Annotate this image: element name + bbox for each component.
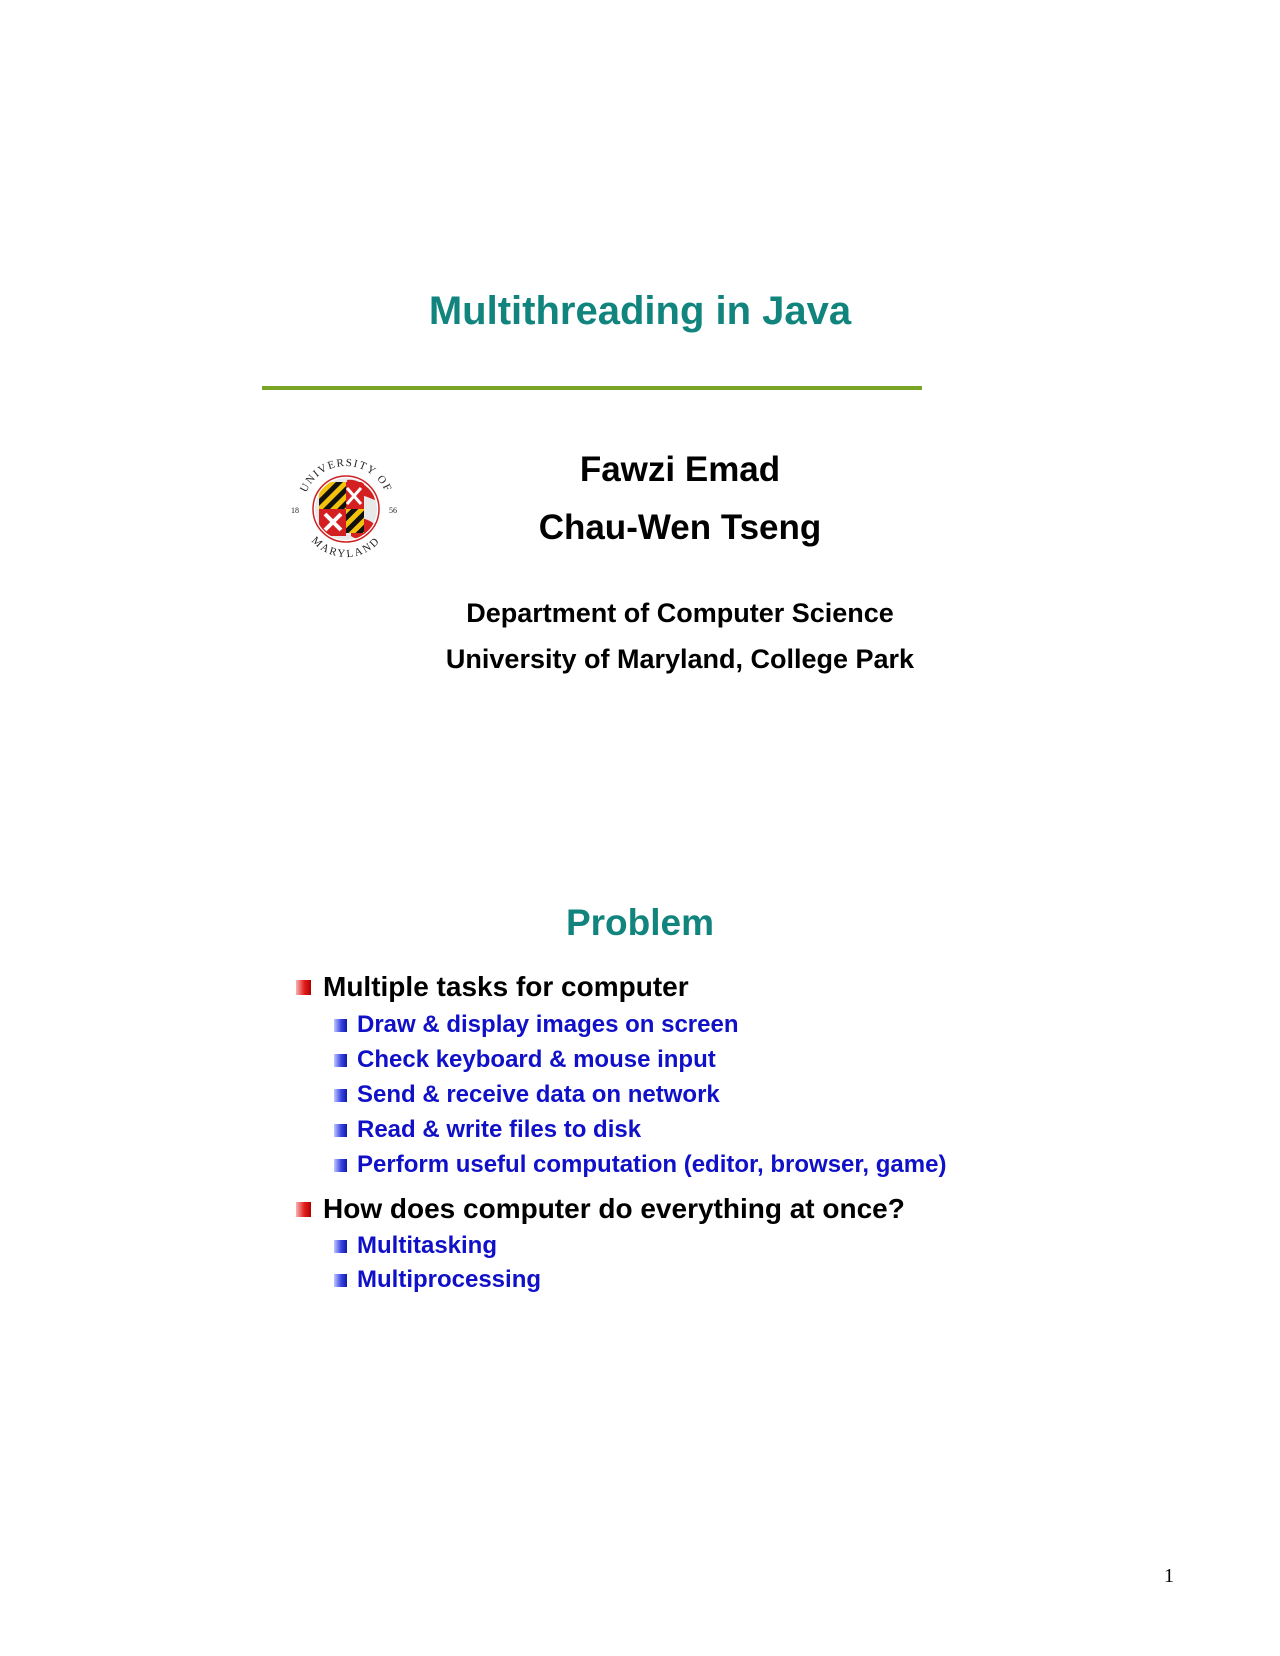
author-name: Chau-Wen Tseng [538,508,822,547]
bullet-square-icon [334,1054,347,1067]
svg-text:18: 18 [291,506,299,515]
bullet-square-icon [334,1124,347,1137]
sub-list-item [334,1045,716,1075]
slide-title: Multithreading in Java [428,289,852,333]
bullet-square-icon [334,1274,347,1287]
list-item-text: How does computer do everything at once? [323,1193,905,1224]
sub-list-item-text: Multiprocessing [357,1266,542,1293]
svg-text:UNIVERSITY OF: UNIVERSITY OF [297,456,395,495]
sub-list-item-text: Multitasking [357,1232,498,1259]
sub-list-item-text: Send & receive data on network [357,1081,720,1108]
sub-list-item-text: Draw & display images on screen [357,1011,739,1038]
list-item-text: Multiple tasks for computer [323,971,689,1002]
sub-list-item [334,1115,641,1145]
affiliation-department: Department of Computer Science [466,598,894,628]
list-item [296,969,689,1005]
sub-list-item-text: Perform useful computation (editor, browser, game) [357,1151,947,1178]
bullet-square-icon [334,1019,347,1032]
list-item [296,1191,905,1227]
svg-text:56: 56 [389,506,397,515]
author-name: Fawzi Emad [579,450,781,489]
svg-text:MARYLAND: MARYLAND [309,534,383,561]
sub-list-item [334,1010,738,1040]
bullet-square-icon [296,1202,311,1217]
sub-list-item-text: Check keyboard & mouse input [357,1046,716,1073]
slide-title: Problem [565,902,715,943]
sub-list-item [334,1231,497,1261]
bullet-square-icon [334,1240,347,1253]
sub-list-item [334,1080,720,1110]
bullet-square-icon [334,1089,347,1102]
bullet-square-icon [296,980,311,995]
sub-list-item [334,1150,946,1180]
bullet-square-icon [334,1159,347,1172]
affiliation-university: University of Maryland, College Park [445,644,915,674]
page-number: 1 [1164,1565,1174,1587]
sub-list-item-text: Read & write files to disk [357,1116,642,1143]
sub-list-item [334,1265,541,1295]
